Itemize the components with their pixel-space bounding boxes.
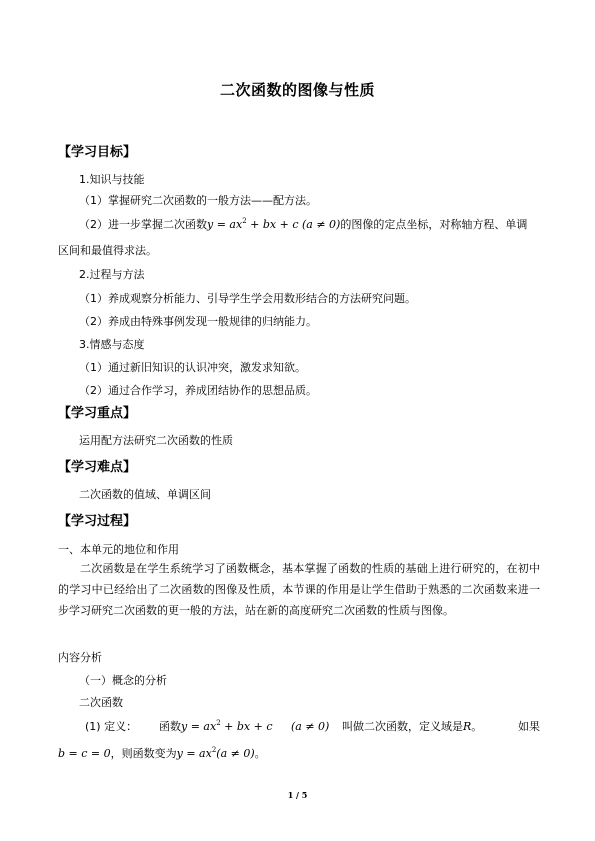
quadratic-formula (207, 218, 340, 231)
definition-formula (159, 720, 272, 734)
definition-quadratic-formula (181, 720, 272, 733)
page-number: 1 / 5 (287, 790, 308, 800)
formula-part-b: + bx + c (a ≠ 0) (246, 218, 341, 231)
definition-text-2: 。 (471, 720, 483, 733)
key-points-heading: 【学习重点】 (58, 406, 137, 421)
objective-1-item-2 (79, 218, 527, 232)
objective-3-item-2: （2）通过合作学习，养成团结协作的思想品质。 (79, 384, 317, 397)
objective-2-item-1: （1）养成观察分析能力、引导学生学会用数形结合的方法研究问题。 (79, 292, 416, 305)
special-case-formula (177, 747, 255, 760)
objective-2-title: 2.过程与方法 (79, 268, 145, 281)
quadratic-function-title: 二次函数 (79, 696, 123, 709)
definition-condition: (a ≠ 0) (291, 720, 330, 733)
definition-domain-symbol: R (463, 720, 472, 733)
def-formula-part-b: + bx + c (220, 720, 273, 733)
objective-1-item-2-after: 的图像的定点坐标，对称轴方程、单调 (340, 218, 528, 231)
definition-domain-text (342, 720, 482, 734)
key-points-text: 运用配方法研究二次函数的性质 (79, 434, 233, 447)
objectives-heading: 【学习目标】 (58, 145, 137, 160)
document-title: 二次函数的图像与性质 (219, 81, 375, 99)
special-formula-exponent: 2 (211, 746, 217, 754)
process-part-1-title: 一、本单元的地位和作用 (58, 543, 179, 556)
special-formula-part-a: y = ax (176, 747, 212, 760)
special-case-end: 。 (254, 747, 266, 760)
objective-3-item-1: （1）通过新旧知识的认识冲突，激发求知欲。 (79, 361, 306, 374)
definition-label: (1) 定义： (85, 720, 138, 733)
process-heading: 【学习过程】 (58, 514, 137, 529)
formula-exponent: 2 (242, 217, 247, 225)
special-formula-part-b: (a ≠ 0) (216, 747, 255, 760)
def-formula-part-a: y = ax (181, 720, 217, 733)
definition-if: 如果 (518, 720, 540, 733)
objective-1-item-1: （1）掌握研究二次函数的一般方法——配方法。 (79, 194, 317, 207)
concept-analysis-title: （一）概念的分析 (79, 674, 167, 687)
difficulties-heading: 【学习难点】 (58, 460, 137, 475)
objective-1-item-2-continued: 区间和最值得求法。 (58, 244, 157, 257)
definition-text-1: 叫做二次函数，定义域是 (342, 720, 463, 733)
def-formula-exponent: 2 (216, 719, 221, 727)
objective-1-item-2-before: （2）进一步掌握二次函数 (79, 218, 207, 231)
difficulties-text: 二次函数的值域、单调区间 (79, 488, 211, 501)
objective-3-title: 3.情感与态度 (79, 338, 145, 351)
definition-special-case (58, 747, 266, 761)
process-part-1-paragraph: 二次函数是在学生系统学习了函数概念，基本掌握了函数的性质的基础上进行研究的，在初中的学习中已经给出了二次函数的图像及性质，本节课的作用是让学生借助于熟悉的二次函数来进一步学习研究二次函数的更一般的方法，站在新的高度研究二次函数的性质与图像。 (58, 562, 540, 617)
objective-1-title: 1.知识与技能 (79, 173, 145, 186)
definition-func-word: 函数 (159, 720, 181, 733)
special-case-condition: b = c = 0 (58, 747, 111, 760)
formula-part-a: y = ax (207, 218, 243, 231)
objective-2-item-2: （2）养成由特殊事例发现一般规律的归纳能力。 (79, 315, 317, 328)
content-analysis-title: 内容分析 (58, 651, 102, 664)
special-case-text: ，则函数变为 (110, 747, 177, 760)
